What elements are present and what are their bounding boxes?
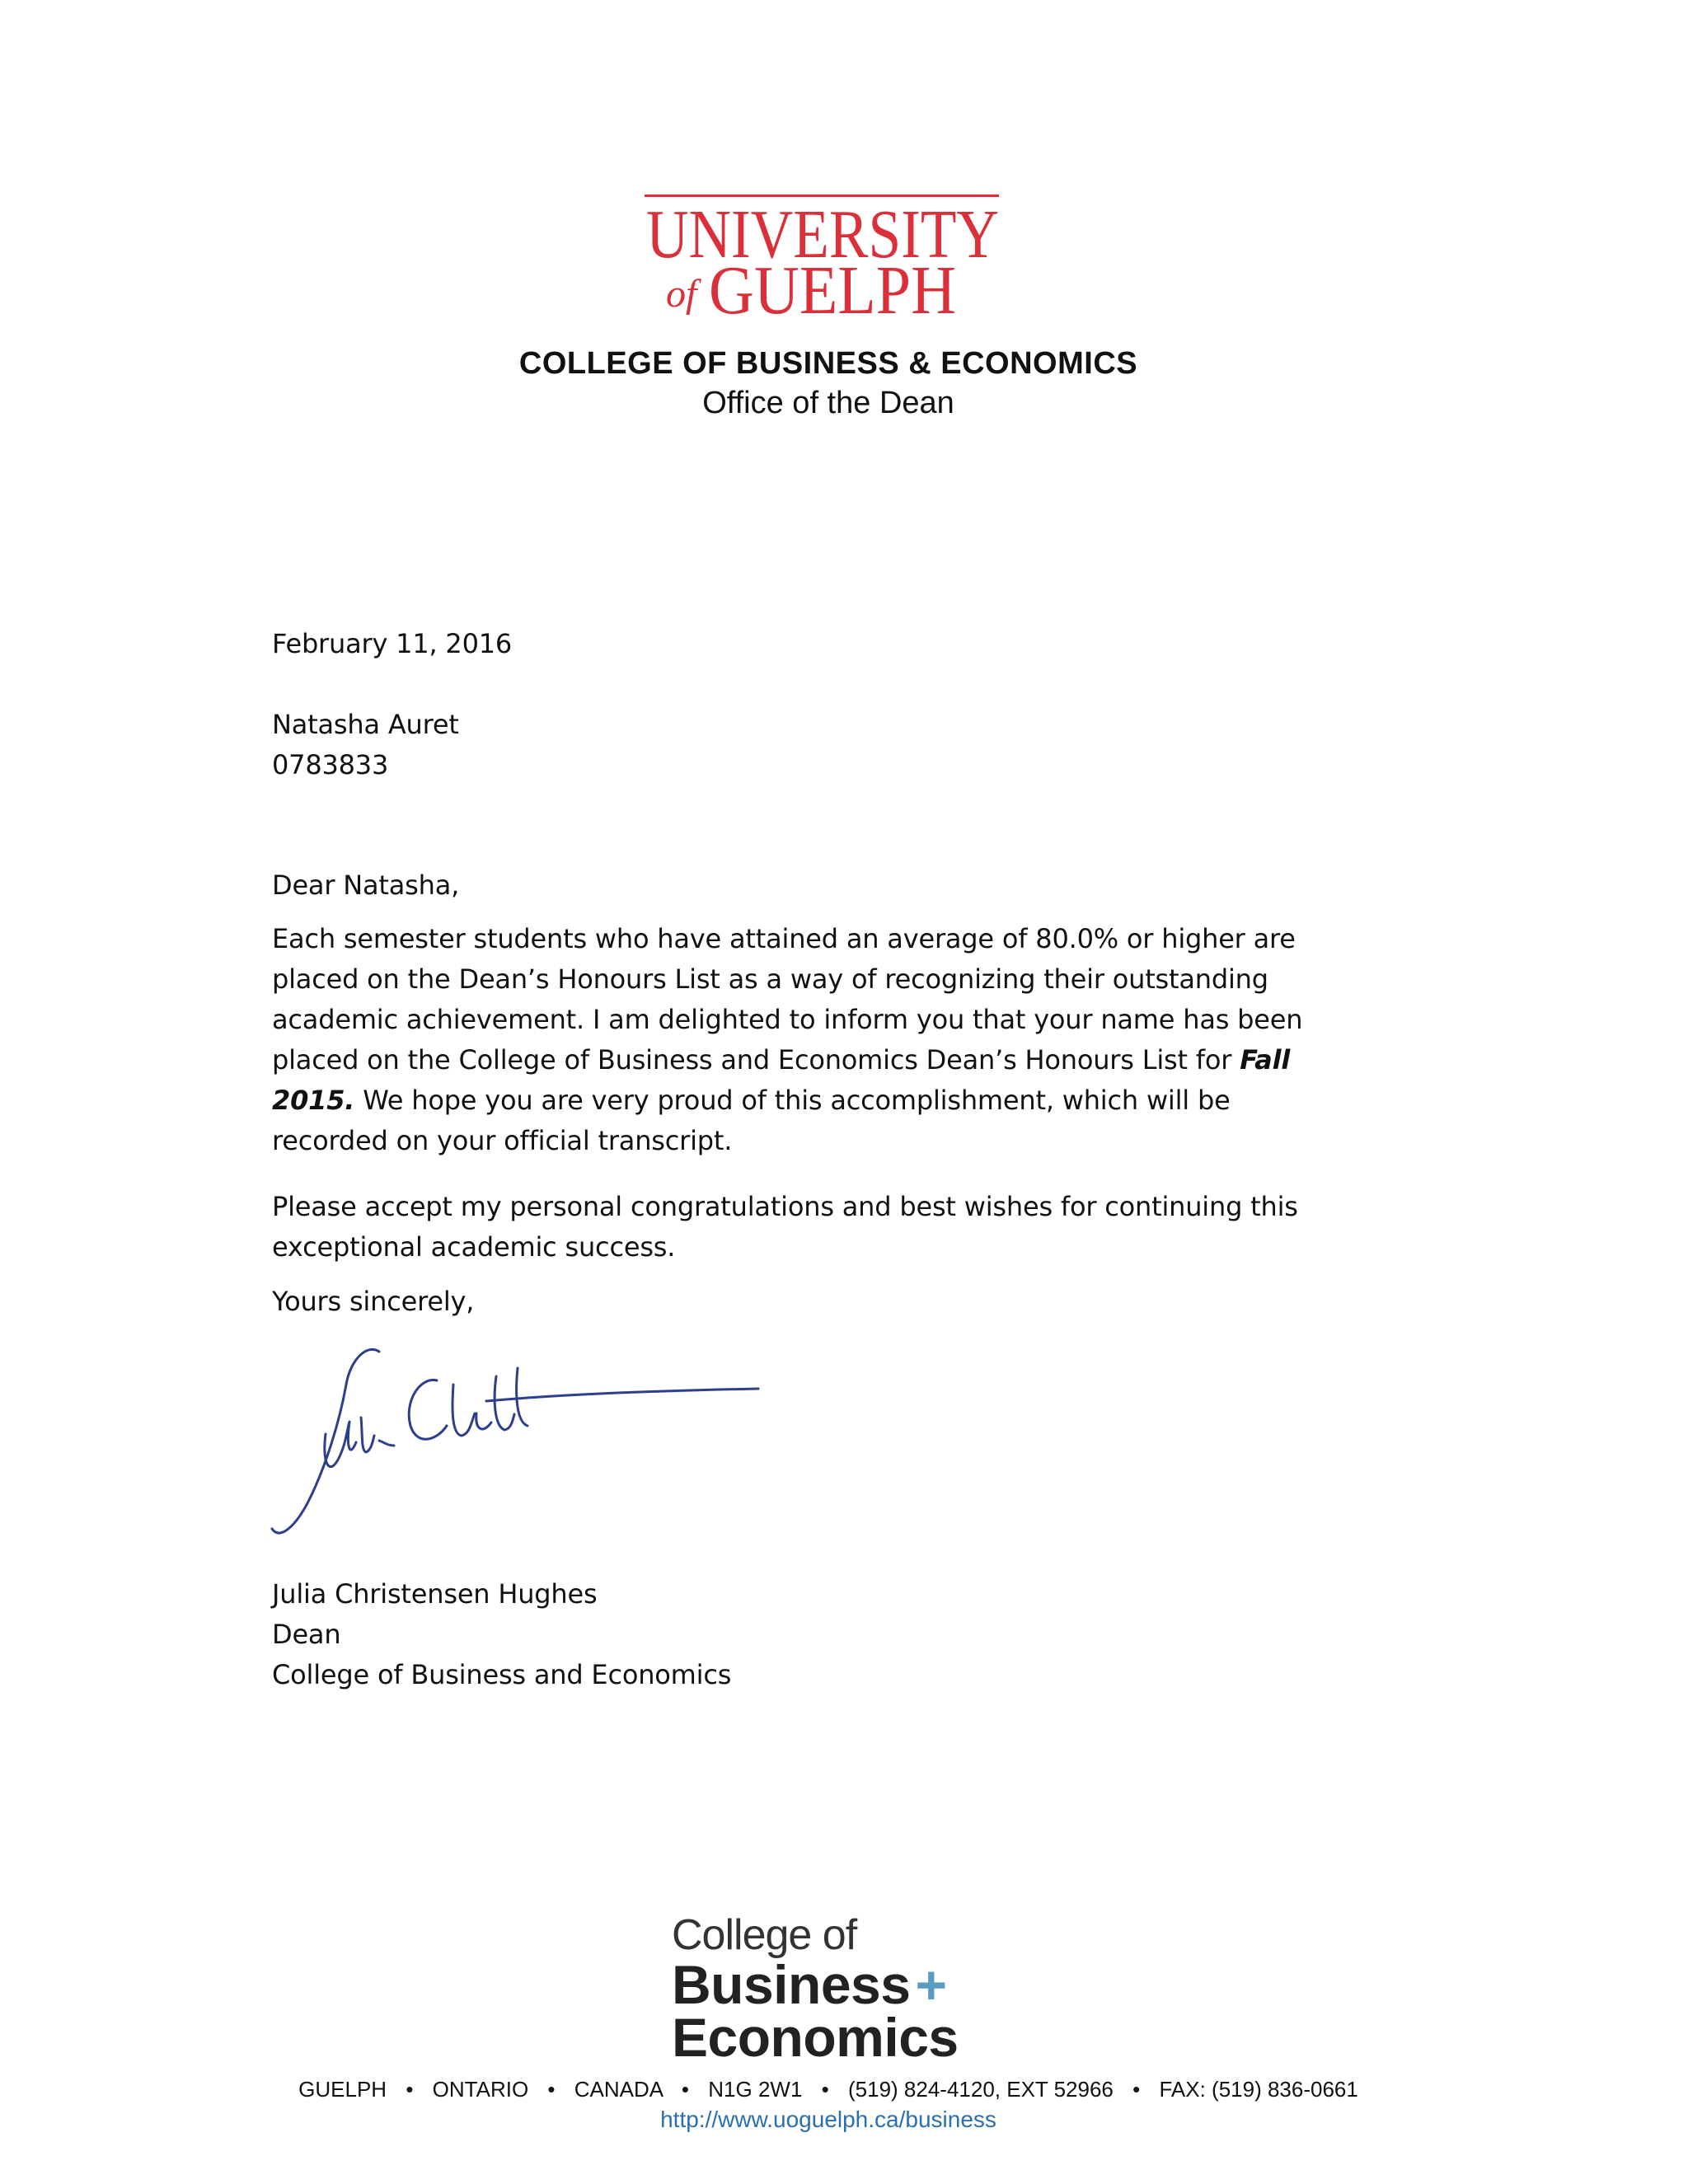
address-province: ONTARIO	[432, 2077, 529, 2102]
signature	[264, 1343, 775, 1549]
office-subheading: Office of the Dean	[702, 386, 954, 420]
recipient-id: 0783833	[272, 749, 389, 780]
recipient-block	[272, 705, 459, 785]
address-phone: (519) 824-4120, EXT 52966	[848, 2077, 1114, 2102]
term-season: Fall	[1240, 1044, 1291, 1076]
closing: Yours sincerely,	[272, 1286, 475, 1317]
separator-dot: •	[1132, 2077, 1141, 2102]
paragraph-line: Please accept my personal congratulations and best wishes for continuing this	[272, 1191, 1298, 1222]
logo-line-business	[672, 1954, 959, 2015]
logo-word-business: Business	[672, 1954, 911, 2015]
paragraph-line: exceptional academic success.	[272, 1231, 676, 1263]
paragraph-honours	[272, 919, 1368, 1161]
paragraph-text: placed on the College of Business and Economics Dean’s Honours List for	[272, 1044, 1240, 1076]
logo-line-college-of: College of	[672, 1911, 857, 1959]
paragraph-line: recorded on your official transcript.	[272, 1125, 733, 1156]
address-fax: FAX: (519) 836-0661	[1159, 2077, 1358, 2102]
paragraph-text: We hope you are very proud of this accomplishment, which will be	[354, 1085, 1231, 1116]
separator-dot: •	[681, 2077, 690, 2102]
paragraph-line: academic achievement. I am delighted to inform you that your name has been	[272, 1004, 1303, 1035]
salutation: Dear Natasha,	[272, 869, 460, 901]
paragraph-line	[272, 1040, 1368, 1080]
term-year: 2015.	[272, 1085, 355, 1116]
signer-block	[272, 1574, 731, 1695]
footer-address	[0, 2077, 1657, 2102]
recipient-name: Natasha Auret	[272, 709, 459, 740]
address-postal-code: N1G 2W1	[708, 2077, 803, 2102]
paragraph-congratulations	[272, 1187, 1368, 1268]
university-of-guelph-logo	[643, 190, 1022, 321]
svg-text:UNIVERSITY: UNIVERSITY	[646, 196, 999, 273]
separator-dot: •	[821, 2077, 829, 2102]
paragraph-line: Each semester students who have attained an average of 80.0% or higher are	[272, 923, 1296, 954]
college-business-economics-logo	[672, 1911, 959, 2068]
signer-title: Dean	[272, 1619, 341, 1650]
separator-dot: •	[547, 2077, 556, 2102]
svg-text:of: of	[666, 272, 697, 316]
plus-icon: +	[915, 1954, 947, 2015]
paragraph-line: placed on the Dean’s Honours List as a way of recognizing their outstanding	[272, 963, 1268, 995]
paragraph-line	[272, 1080, 1368, 1121]
letter-date: February 11, 2016	[272, 628, 513, 659]
footer-website-link[interactable]: http://www.uoguelph.ca/business	[660, 2107, 996, 2132]
address-city: GUELPH	[298, 2077, 387, 2102]
signer-name: Julia Christensen Hughes	[272, 1578, 598, 1610]
logo-line-economics: Economics	[672, 2007, 959, 2068]
address-country: CANADA	[574, 2077, 663, 2102]
svg-text:GUELPH: GUELPH	[709, 252, 956, 321]
separator-dot: •	[406, 2077, 414, 2102]
college-heading: COLLEGE OF BUSINESS & ECONOMICS	[518, 346, 1138, 381]
signer-organization: College of Business and Economics	[272, 1659, 732, 1690]
